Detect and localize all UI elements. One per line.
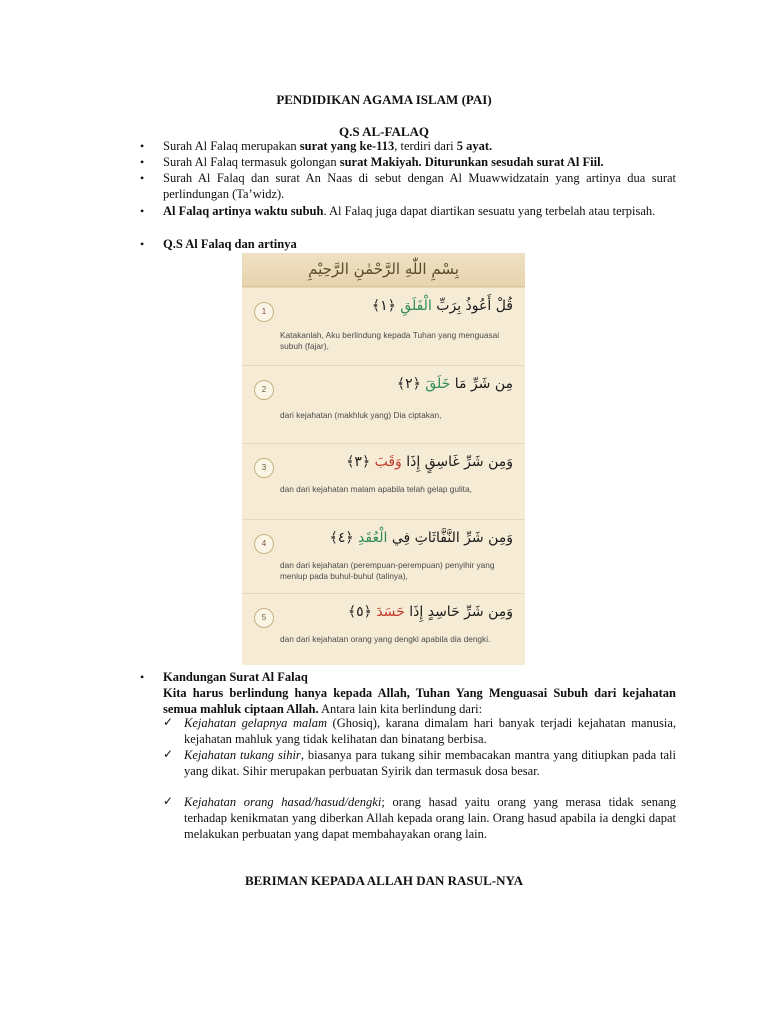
ayah-number: 3	[254, 458, 274, 478]
list-item: • Surah Al Falaq merupakan surat yang ke-113, terdiri dari 5 ayat.	[140, 139, 493, 153]
ayah-arabic: وَمِن شَرِّ النَّفَّاثَاتِ فِي الْعُقَدِ ﴿٤﴾	[329, 530, 513, 546]
ayah-translation: dan dari kejahatan (perempuan-perempuan) penyihir yang meniup pada buhul-buhul (talinya),	[280, 560, 495, 581]
ayah-card	[242, 287, 525, 366]
ayah-card	[242, 443, 525, 520]
check-icon: ✓	[163, 794, 174, 808]
ayah-arabic: قُلْ أَعُوذُ بِرَبِّ الْفَلَقِ ﴿١﴾	[371, 298, 513, 314]
ayah-card	[242, 593, 525, 665]
ayah-card	[242, 365, 525, 444]
bismillah-header: بِسْمِ اللّٰهِ الرَّحْمٰنِ الرَّحِيْمِ	[242, 253, 525, 287]
ayah-number: 2	[254, 380, 274, 400]
check-item: Kejahatan orang hasad/hasud/dengki; orang hasad yaitu orang yang merasa tidak senang terhadap kenikmatan yang diberkan Allah kepada orang lain. Orang hasud apabila ia dengki dapat melakukan perbuatan yang dapat membahayakan orang lain.	[184, 795, 676, 841]
bullet-icon: •	[140, 670, 145, 684]
ayah-translation: dan dari kejahatan malam apabila telah gelap gulita,	[280, 484, 472, 494]
list-item-kandungan: • Kandungan Surat Al Falaq	[140, 670, 308, 684]
bullet-icon: •	[140, 204, 145, 218]
ayah-arabic: وَمِن شَرِّ غَاسِقٍ إِذَا وَقَبَ ﴿٣﴾	[346, 454, 513, 470]
check-item: Kejahatan gelapnya malam (Ghosiq), karana dimalam hari banyak terjadi kejahatan manusia, kejahatan mahluk yang tidak kelihatan dan binatang berbisa.	[184, 716, 676, 746]
ayah-number: 4	[254, 534, 274, 554]
page-title: PENDIDIKAN AGAMA ISLAM (PAI)	[276, 92, 492, 107]
quran-image	[242, 253, 525, 665]
check-icon: ✓	[163, 747, 174, 761]
bullet-icon: •	[140, 237, 145, 251]
bullet-icon: •	[140, 171, 145, 185]
list-item: • Al Falaq artinya waktu subuh. Al Falaq juga dapat diartikan sesuatu yang terbelah atau terpisah.	[140, 204, 656, 218]
section-title-al-falaq: Q.S AL-FALAQ	[338, 124, 430, 139]
list-item: • Surah Al Falaq termasuk golongan surat Makiyah. Diturunkan sesudah surat Al Fiil.	[140, 155, 604, 169]
section-title-beriman: BERIMAN KEPADA ALLAH DAN RASUL-NYA	[244, 873, 524, 888]
bullet-icon: •	[140, 155, 145, 169]
check-icon: ✓	[163, 715, 174, 729]
ayah-translation: dari kejahatan (makhluk yang) Dia ciptakan,	[280, 410, 442, 420]
kandungan-intro: Kita harus berlindung hanya kepada Allah, Tuhan Yang Menguasai Subuh dari kejahatan semua mahluk ciptaan Allah. Antara lain kita berlindung dari:	[163, 686, 676, 716]
ayah-number: 5	[254, 608, 274, 628]
ayah-arabic: وَمِن شَرِّ حَاسِدٍ إِذَا حَسَدَ ﴿٥﴾	[347, 604, 513, 620]
list-item: • Q.S Al Falaq dan artinya	[140, 237, 297, 251]
ayah-number: 1	[254, 302, 274, 322]
ayah-translation: dan dari kejahatan orang yang dengki apabila dia dengki.	[280, 634, 491, 644]
ayah-arabic: مِن شَرِّ مَا خَلَقَ ﴿٢﴾	[396, 376, 513, 392]
bullet-icon: •	[140, 139, 145, 153]
ayah-card	[242, 519, 525, 594]
list-item: • Surah Al Falaq dan surat An Naas di sebut dengan Al Muawwidzatain yang artinya dua surat perlindungan (Ta’widz).	[140, 171, 676, 201]
check-item: Kejahatan tukang sihir, biasanya para tukang sihir membacakan mantra yang ditiupkan pada tali yang dikat. Sihir merupakan perbuatan Syirik dan termasuk dosa besar.	[184, 748, 677, 778]
ayah-translation: Katakanlah, Aku berlindung kepada Tuhan yang menguasai subuh (fajar),	[280, 330, 500, 351]
